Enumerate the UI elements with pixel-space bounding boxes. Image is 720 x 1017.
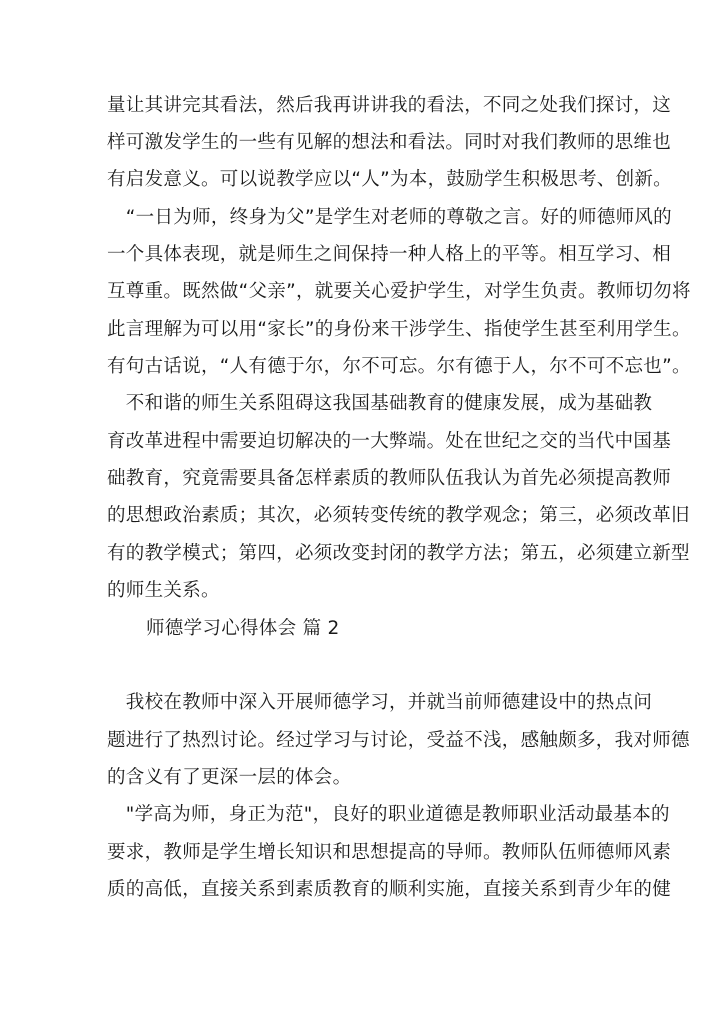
paragraph-line: 有的教学模式；第四，必须改变封闭的教学方法；第五，必须建立新型 [107,543,690,564]
paragraph-line: 有启发意义。可以说教学应以“人”为本，鼓励学生积极思考、创新。 [107,169,672,190]
paragraph-line: 育改革进程中需要迫切解决的一大弊端。处在世纪之交的当代中国基 [107,431,672,452]
paragraph-line: 我校在教师中深入开展师德学习，并就当前师德建设中的热点问 [107,692,653,713]
paragraph-line: 础教育，究竟需要具备怎样素质的教师队伍我认为首先必须提高教师 [107,468,672,489]
paragraph-line: 质的高低，直接关系到素质教育的顺利实施，直接关系到青少年的健 [107,879,672,900]
paragraph-line: “一日为师，终身为父”是学生对老师的尊敬之言。好的师德师风的 [107,207,672,228]
paragraph-line: 的师生关系。 [107,580,220,601]
paragraph-line: 一个具体表现，就是师生之间保持一种人格上的平等。相互学习、相 [107,244,672,265]
paragraph-line: 量让其讲完其看法，然后我再讲讲我的看法，不同之处我们探讨，这 [107,95,672,116]
section-heading: 师德学习心得体会 篇 2 [146,618,340,639]
paragraph-line: "学高为师，身正为范"，良好的职业道德是教师职业活动最基本的 [107,804,670,825]
paragraph-line: 互尊重。既然做“父亲”，就要关心爱护学生，对学生负责。教师切勿将 [107,281,691,302]
paragraph-line: 要求，教师是学生增长知识和思想提高的导师。教师队伍师德师风素 [107,842,672,863]
paragraph-line: 此言理解为可以用“家长”的身份来干涉学生、指使学生甚至利用学生。 [107,319,691,340]
paragraph-line: 的思想政治素质；其次，必须转变传统的教学观念；第三，必须改革旧 [107,505,690,526]
paragraph-line: 样可激发学生的一些有见解的想法和看法。同时对我们教师的思维也 [107,132,672,153]
paragraph-line: 题进行了热烈讨论。经过学习与讨论，受益不浅，感触颇多，我对师德 [107,730,690,751]
paragraph-line: 的含义有了更深一层的体会。 [107,767,352,788]
paragraph-line: 不和谐的师生关系阻碍这我国基础教育的健康发展，成为基础教 [107,393,653,414]
paragraph-line: 有句古话说，“人有德于尔，尔不可忘。尔有德于人，尔不可不忘也”。 [107,356,691,377]
